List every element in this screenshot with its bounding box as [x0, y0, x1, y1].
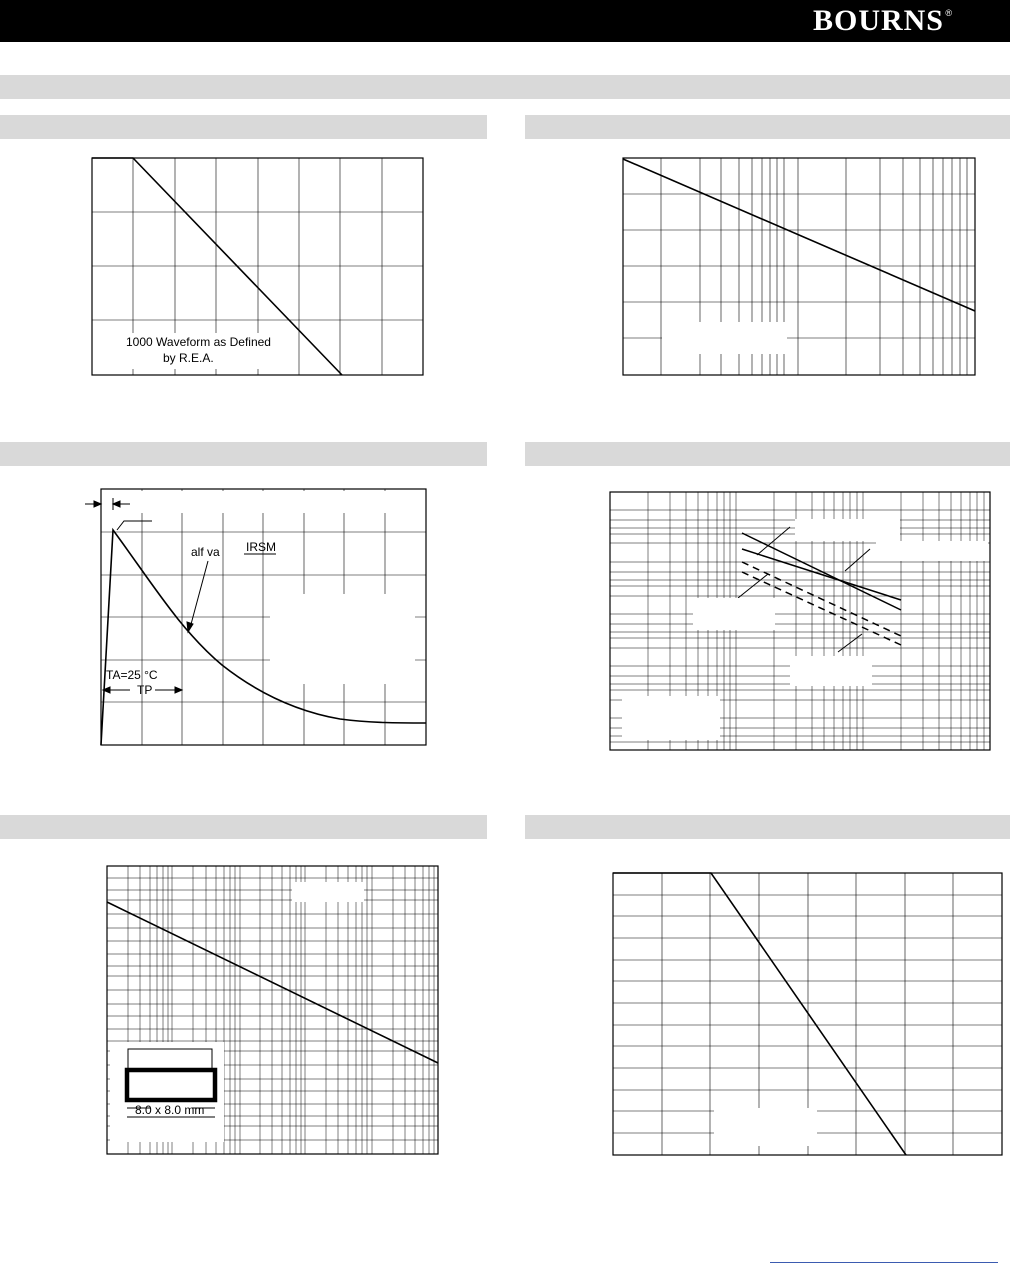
irsm-label: IRSM — [246, 540, 276, 554]
registered-mark: ® — [945, 8, 952, 18]
log-curve — [623, 159, 975, 311]
bourns-logo: BOURNS — [812, 4, 944, 37]
tp-label: TP — [137, 683, 153, 697]
half-value-label: alf va — [191, 545, 220, 559]
pad-size-label: 8.0 x 8.0 mm — [135, 1103, 205, 1117]
footer-link[interactable] — [770, 1262, 998, 1263]
chart1-annotation-line1: 1000 Waveform as Defined — [126, 335, 271, 349]
chart1-annotation-line2: by R.E.A. — [163, 351, 214, 365]
ta-label: TA=25 °C — [106, 668, 158, 682]
